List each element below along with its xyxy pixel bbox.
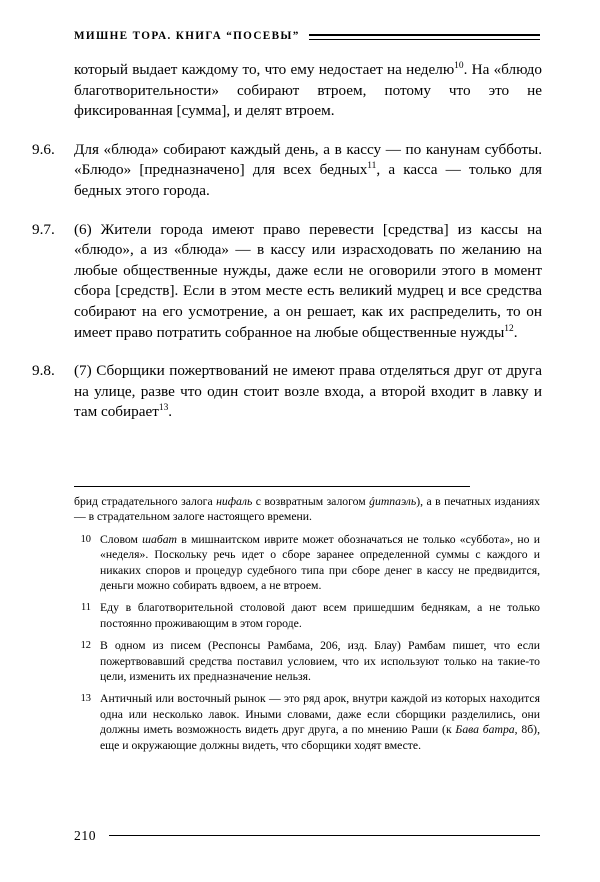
footnote-continuation: [74, 494, 540, 525]
footnote-text-part1: Античный или восточный рынок — это ряд арок, внутри каждой из которых находится одна или несколько лавок. Иными словами, даже если сборщики разделились, они должны иметь возможность видеть друг друга, а по мнению Раши (к: [100, 692, 540, 737]
folio-rule: [109, 835, 540, 836]
running-head: [74, 27, 540, 45]
running-head-rule: [309, 34, 540, 40]
paragraph-number-9-6: 9.6.: [32, 140, 55, 158]
footnote-number-11[interactable]: 11: [80, 602, 91, 614]
paragraph-9-7: [30, 220, 542, 344]
footnote-separator-rule: [74, 486, 470, 487]
paragraph-text-tail: .: [513, 323, 518, 341]
paragraph-text-9-7: [74, 220, 542, 344]
paragraph-text-main: (7) Сборщики пожертвований не имеют права отделяться друг от друга на улице, разве что один стоит возле входа, а второй входит в лавку и там собирает: [74, 362, 542, 421]
footnote-continuation-italic2: ǵитпаэль: [369, 495, 417, 508]
running-head-title: МИШНЕ ТОРА. КНИГА “ПОСЕВЫ”: [74, 30, 300, 42]
footnote-ref-10[interactable]: 10: [454, 60, 464, 71]
paragraph-9-6: [30, 140, 542, 202]
footnote-text-12: [100, 638, 540, 684]
footnote-number-12[interactable]: 12: [80, 640, 91, 652]
paragraph-text-tail: .: [168, 403, 173, 421]
paragraph-text-9-8: [74, 361, 542, 423]
paragraph-text-main: (6) Жители города имеют право перевести [средства] из кассы на «блюдо», а из «блюда» — в кассу или израсходовать по желанию на любые общественные нужды, даже если не оговорили этого в момент сбора [средств]. Если в этом месте есть великий мудрец и все средства собирают на его усмотрение, а он решает, как их распределить, то он имеет право потратить собранное на любые общественные нужды: [74, 220, 542, 341]
footnote-ref-11[interactable]: 11: [367, 161, 377, 172]
paragraph-text-main: который выдает каждому то, что ему недостает на неделю: [74, 61, 455, 78]
footnote-item-11: [74, 600, 540, 631]
footnote-text-part2: в мишнаитском иврите может обозначаться не только «суббота», но и «неделя». Поскольку речь идет о сборе заранее определенной суммы с каждого и никаких споров и процедур судебного типа при сборе денег в кассу не предвидится, деньги можно собирать вдвоем, а не втроем.: [100, 532, 540, 593]
footnote-text-part2: , 8б), еще и окружающие должны видеть, что сборщики ходят вместе.: [100, 723, 540, 752]
footnote-continuation-part1: брид страдательного залога: [74, 495, 217, 508]
folio: [74, 828, 540, 844]
paragraph-text: [74, 60, 542, 122]
footnote-text-10: [100, 532, 540, 594]
footnote-continuation-italic1: нифаль: [216, 495, 253, 508]
paragraph-number-9-7: 9.7.: [32, 220, 55, 238]
footnote-text-part1: Еду в благотворительной столовой дают всем пришедшим беднякам, а не только постоянно проживающим в этом городе.: [100, 601, 540, 630]
footnote-continuation-part2: с возвратным залогом: [252, 495, 370, 508]
body-text: [30, 60, 542, 441]
footnote-text-part1: Словом: [100, 532, 143, 546]
paragraph-9-8: [30, 361, 542, 423]
paragraph-text-tail: , а касса — только для бедных этого города.: [74, 161, 542, 199]
footnote-ref-13[interactable]: 13: [158, 403, 169, 414]
paragraph-text-tail: . На «блюдо благотворительности» собирают втроем, потому что это не фиксированная [сумма], и делят втроем.: [74, 61, 542, 120]
footnote-continuation-part3: ), а в печатных изданиях — в страдательном залоге настоящего времени.: [74, 495, 541, 524]
footnote-ref-12[interactable]: 12: [504, 323, 514, 334]
footnote-text-11: [100, 600, 540, 631]
footnotes-block: [74, 494, 540, 760]
paragraph-number-9-8: 9.8.: [32, 362, 55, 380]
page-number: 210: [74, 828, 97, 843]
paragraph-text-9-6: [74, 140, 542, 202]
footnote-text-13: [100, 691, 540, 753]
footnote-text-part1: В одном из писем (Респонсы Рамбама, 206, изд. Блау) Рамбам пишет, что если пожертвовавший средства поставил условием, что их используют только на такие-то цели, изменить их предназначение нельзя.: [100, 639, 540, 684]
footnote-item-13: [74, 691, 540, 753]
footnote-item-10: [74, 532, 540, 594]
footnote-item-12: [74, 638, 540, 684]
footnote-text-italic1: шабат: [142, 532, 178, 546]
footnote-number-13[interactable]: 13: [80, 693, 91, 705]
paragraph-text-main: Для «блюда» собирают каждый день, а в кассу — по канунам субботы. «Блюдо» [предназначено] для всех бедных: [74, 140, 542, 179]
paragraph-continuation: [30, 60, 542, 122]
footnote-number-10[interactable]: 10: [80, 533, 91, 545]
footnote-text-italic1: Бава батра: [455, 723, 515, 737]
